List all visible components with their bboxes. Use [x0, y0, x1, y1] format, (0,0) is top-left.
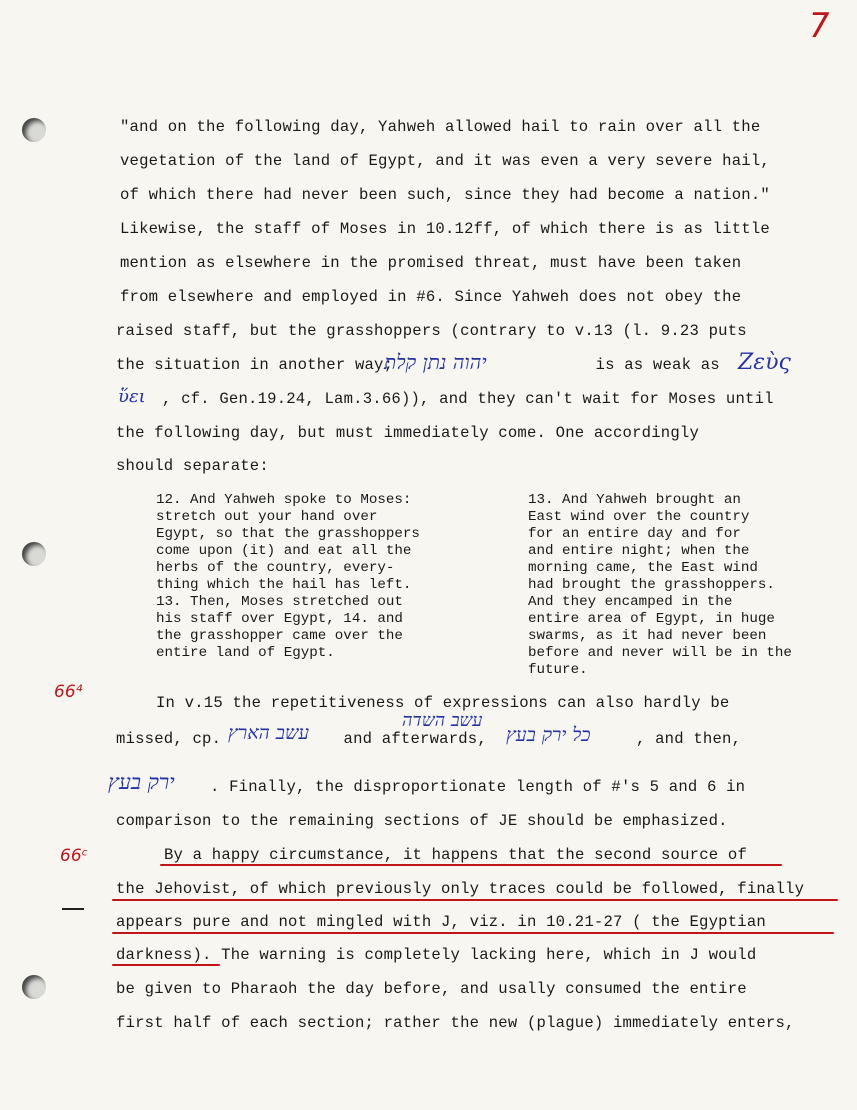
- body-line-9: , cf. Gen.19.24, Lam.3.66)), and they can't wait for Moses until: [162, 390, 774, 408]
- left-col-line: entire land of Egypt.: [156, 645, 335, 661]
- left-col-line: come upon (it) and eat all the: [156, 543, 412, 559]
- hebrew-note-2: עשב הארץ: [228, 722, 310, 744]
- body-line-6: from elsewhere and employed in #6. Since Yahweh does not obey the: [120, 288, 742, 306]
- lower-line-10: first half of each section; rather the new (plague) immediately enters,: [116, 1014, 795, 1032]
- right-col-line: 13. And Yahweh brought an: [528, 492, 741, 508]
- hebrew-note-5: ירק בעץ: [108, 770, 175, 794]
- lower-line-8: darkness). The warning is completely lacking here, which in J would: [116, 946, 757, 964]
- lower-line-4: comparison to the remaining sections of JE should be emphasized.: [116, 812, 728, 830]
- body-line-2: vegetation of the land of Egypt, and it was even a very severe hail,: [120, 152, 770, 170]
- right-col-line: future.: [528, 662, 588, 678]
- right-col-line: for an entire day and for: [528, 526, 741, 542]
- left-col-line: thing which the hail has left.: [156, 577, 412, 593]
- left-col-line: the grasshopper came over the: [156, 628, 403, 644]
- right-col-line: before and never will be in the: [528, 645, 792, 661]
- red-underline-3: [112, 932, 834, 934]
- left-col-line: Egypt, so that the grasshoppers: [156, 526, 420, 542]
- body-line-11: should separate:: [116, 457, 269, 475]
- left-col-line: 13. Then, Moses stretched out: [156, 594, 403, 610]
- hebrew-note-3: עשב השדה: [402, 710, 483, 731]
- left-col-line: herbs of the country, every-: [156, 560, 395, 576]
- hebrew-note-1: יהוה נתן קלת: [384, 350, 487, 374]
- lower-line-1: In v.15 the repetitiveness of expressions can also hardly be: [156, 694, 730, 712]
- lower-line-6: the Jehovist, of which previously only traces could be followed, finally: [116, 880, 805, 898]
- margin-note-1: 66⁴: [54, 682, 83, 702]
- right-col-line: morning came, the East wind: [528, 560, 758, 576]
- body-line-3: of which there had never been such, since they had become a nation.": [120, 186, 770, 204]
- lower-line-3: . Finally, the disproportionate length of #'s 5 and 6 in: [210, 778, 746, 796]
- punch-hole-bottom: [22, 975, 46, 999]
- body-line-1: "and on the following day, Yahweh allowed hail to rain over all the: [120, 118, 761, 136]
- lower-line-2c: , and then,: [636, 730, 742, 748]
- hebrew-note-4: כל ירק בעץ: [506, 724, 591, 746]
- margin-note-2: 66ᶜ: [60, 846, 88, 866]
- page-number: 7: [804, 6, 834, 46]
- right-col-line: entire area of Egypt, in huge: [528, 611, 775, 627]
- punch-hole-top: [22, 118, 46, 142]
- red-underline-1: [160, 864, 782, 866]
- red-underline-4: [112, 964, 220, 966]
- red-underline-2: [112, 899, 838, 901]
- body-line-8b: is as weak as: [586, 356, 730, 374]
- right-col-line: swarms, as it had never been: [528, 628, 767, 644]
- right-col-line: had brought the grasshoppers.: [528, 577, 775, 593]
- margin-dash: [62, 908, 84, 910]
- left-col-line: his staff over Egypt, 14. and: [156, 611, 403, 627]
- body-line-4: Likewise, the staff of Moses in 10.12ff, of which there is as little: [120, 220, 770, 238]
- left-col-line: stretch out your hand over: [156, 509, 378, 525]
- body-line-5: mention as elsewhere in the promised threat, must have been taken: [120, 254, 742, 272]
- body-line-10: the following day, but must immediately come. One accordingly: [116, 424, 700, 442]
- greek-note-1: Ζεὺς: [738, 350, 791, 375]
- lower-line-2a: missed, cp.: [116, 730, 231, 748]
- lower-line-2b: and afterwards,: [334, 730, 497, 748]
- right-col-line: East wind over the country: [528, 509, 750, 525]
- left-col-line: 12. And Yahweh spoke to Moses:: [156, 492, 412, 508]
- lower-line-7: appears pure and not mingled with J, viz. in 10.21-27 ( the Egyptian: [116, 913, 766, 931]
- punch-hole-middle: [22, 542, 46, 566]
- lower-line-5: By a happy circumstance, it happens that the second source of: [164, 846, 748, 864]
- body-line-8: the situation in another way;: [116, 356, 394, 374]
- body-line-7: raised staff, but the grasshoppers (contrary to v.13 (l. 9.23 puts: [116, 322, 747, 340]
- lower-line-9: be given to Pharaoh the day before, and usally consumed the entire: [116, 980, 747, 998]
- right-col-line: and entire night; when the: [528, 543, 750, 559]
- greek-note-2: ὕει: [118, 386, 146, 407]
- right-col-line: And they encamped in the: [528, 594, 733, 610]
